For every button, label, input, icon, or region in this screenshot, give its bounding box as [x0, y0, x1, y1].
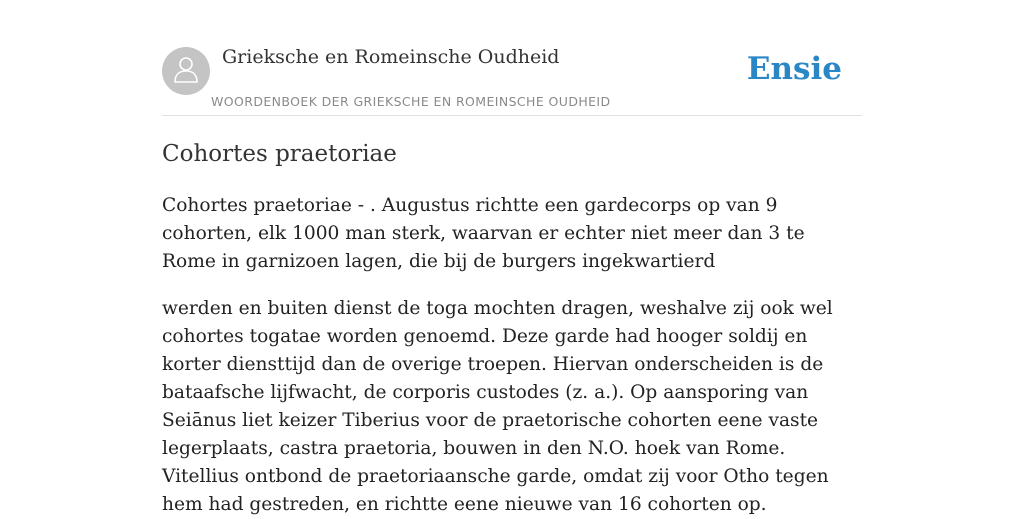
header-divider	[162, 115, 862, 116]
ensie-logo[interactable]: Ensie	[746, 51, 842, 87]
user-icon	[173, 55, 199, 87]
site-title[interactable]: Grieksche en Romeinsche Oudheid	[222, 46, 560, 68]
avatar[interactable]	[162, 47, 210, 95]
article-paragraph: Cohortes praetoriae - . Augustus richtte een gardecorps op van 9 cohorten, elk 1000 man sterk, waarvan er echter niet meer dan 3 te Rome in garnizoen lagen, die bij de burgers ingekwartierd	[162, 195, 805, 272]
site-subtitle[interactable]: WOORDENBOEK DER GRIEKSCHE EN ROMEINSCHE OUDHEID	[211, 94, 611, 109]
article-title: Cohortes praetoriae	[162, 141, 397, 167]
article-paragraph: werden en buiten dienst de toga mochten dragen, weshalve zij ook wel cohortes togatae worden genoemd. Deze garde had hooger soldij en korter diensttijd dan de overige troepen. Hiervan onderscheiden is de bataafsche lijfwacht, de corporis custodes (z. a.). Op aansporing van Seiānus liet keizer Tiberius voor de praetorische cohorten eene vaste legerplaats, castra praetoria, bouwen in den N.O. hoek van Rome. Vitellius ontbond de praetoriaansche garde, omdat zij voor Otho tegen hem had gestreden, en richtte eene nieuwe van 16 cohorten op.	[162, 298, 833, 515]
